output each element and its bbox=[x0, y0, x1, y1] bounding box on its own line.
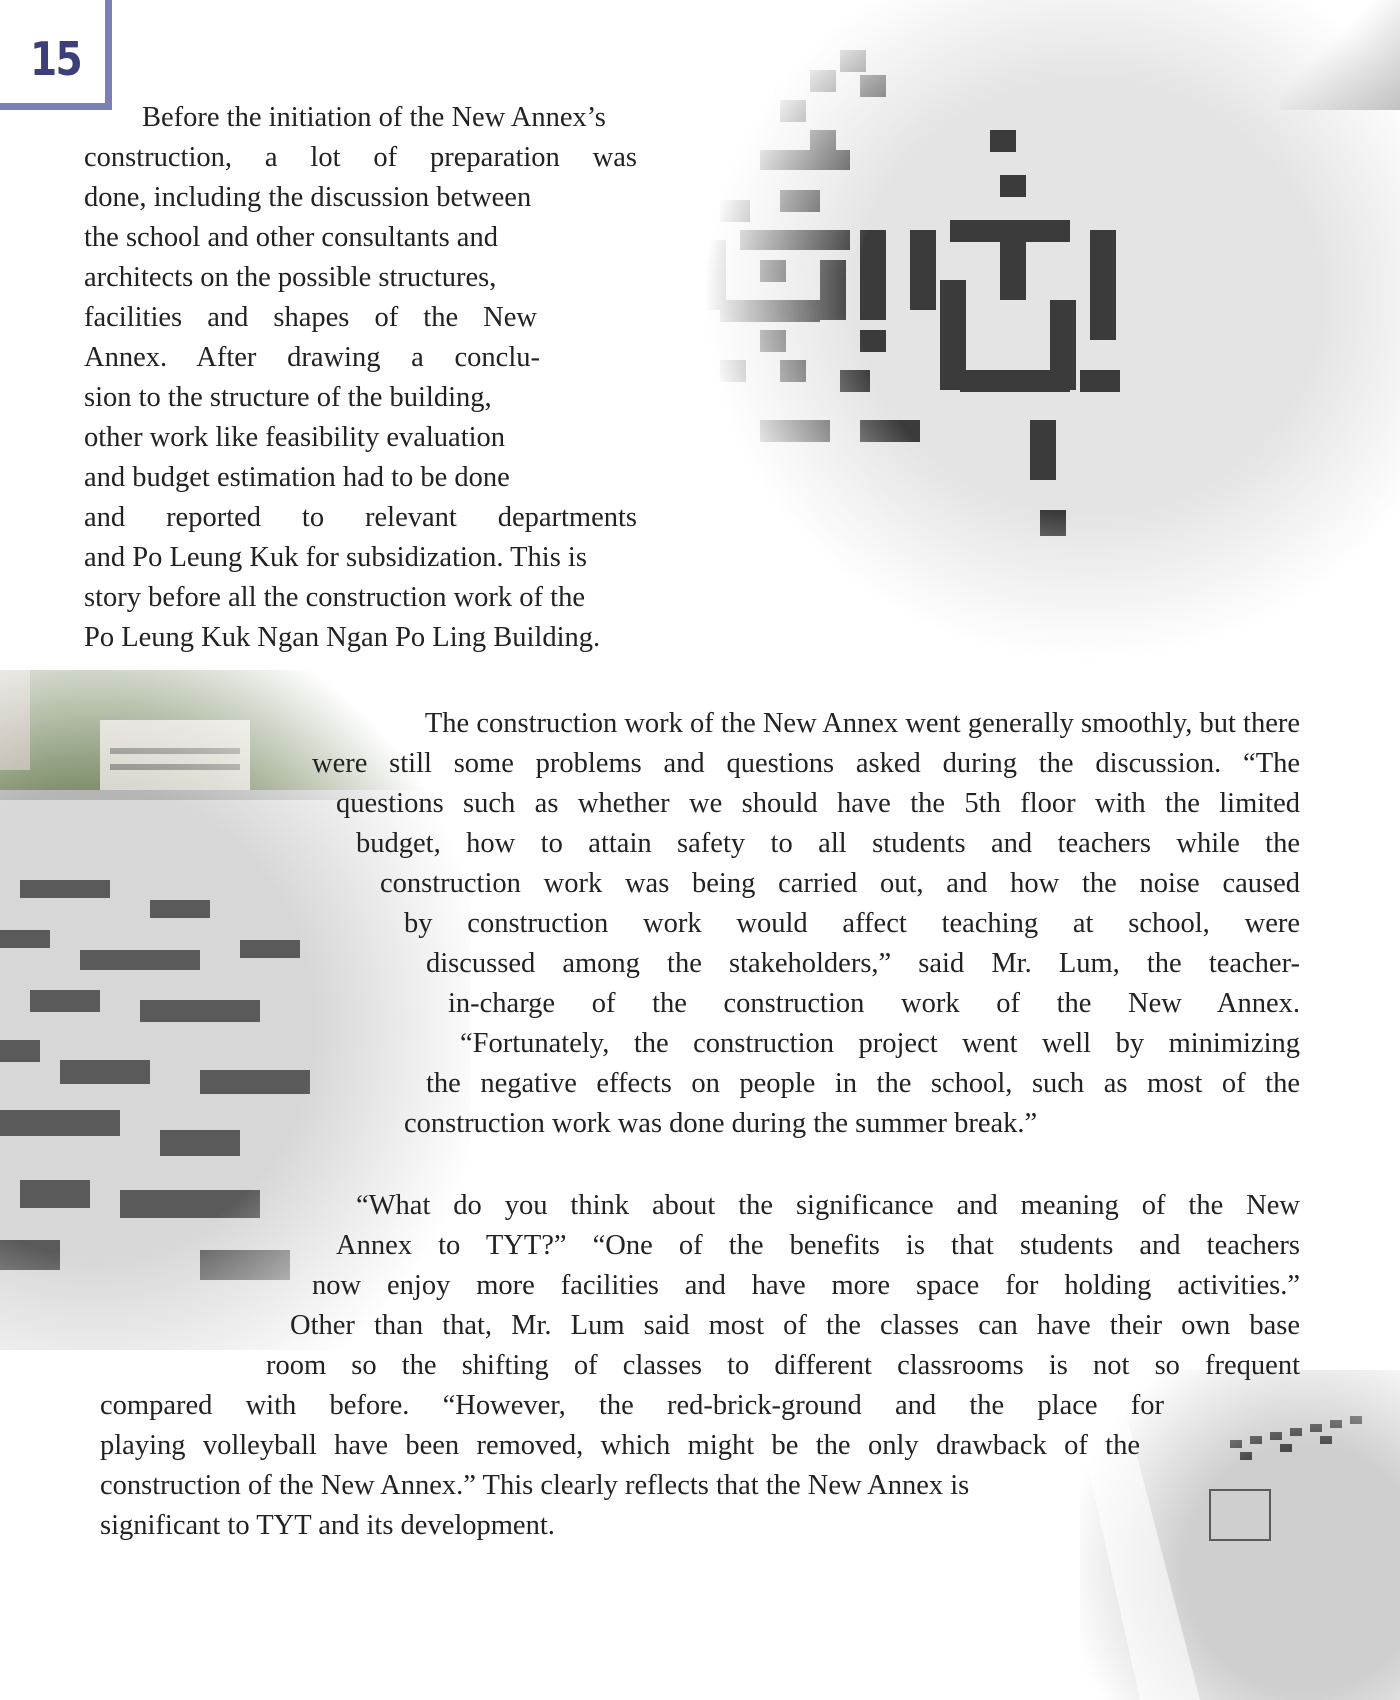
paragraph-1-line: done, including the discussion between bbox=[84, 182, 532, 213]
paragraph-3-line: Other than that, Mr. Lum said most of the classes can have their own base bbox=[290, 1310, 1300, 1341]
paragraph-1-line: other work like feasibility evaluation bbox=[84, 422, 506, 453]
paragraph-3-line: construction of the New Annex.” This clearly reflects that the New Annex is bbox=[100, 1470, 970, 1501]
paragraph-2-line: “Fortunately, the construction project went well by minimizing bbox=[460, 1028, 1300, 1059]
paragraph-3-line: “What do you think about the significance and meaning of the New bbox=[356, 1190, 1300, 1221]
paragraph-2-line: in-charge of the construction work of the New Annex. bbox=[448, 988, 1300, 1019]
paragraph-1-line: Annex. After drawing a conclu- bbox=[84, 342, 540, 373]
paragraph-2-line: construction work was being carried out, and how the noise caused bbox=[380, 868, 1300, 899]
paragraph-2-line: were still some problems and questions asked during the discussion. “The bbox=[312, 748, 1300, 779]
paragraph-1-line: the school and other consultants and bbox=[84, 222, 498, 253]
paragraph-1-line: facilities and shapes of the New bbox=[84, 302, 537, 333]
paragraph-2-line: construction work was done during the summer break.” bbox=[404, 1108, 1038, 1139]
paragraph-2-line: by construction work would affect teaching at school, were bbox=[404, 908, 1300, 939]
paragraph-1-line: Before the initiation of the New Annex’s bbox=[142, 102, 606, 133]
paragraph-3-line: significant to TYT and its development. bbox=[100, 1510, 555, 1541]
paragraph-1-line: Po Leung Kuk Ngan Ngan Po Ling Building. bbox=[84, 622, 601, 653]
page-number-badge bbox=[0, 0, 112, 110]
paragraph-2-line: The construction work of the New Annex went generally smoothly, but there bbox=[424, 708, 1300, 739]
paragraph-1-line: and budget estimation had to be done bbox=[84, 462, 510, 493]
paragraph-2-line: questions such as whether we should have the 5th floor with the limited bbox=[336, 788, 1300, 819]
paragraph-3-line: compared with before. “However, the red-brick-ground and the place for bbox=[100, 1390, 1164, 1421]
paragraph-1 bbox=[84, 98, 637, 658]
paragraph-2-line: budget, how to attain safety to all students and teachers while the bbox=[356, 828, 1300, 859]
paragraph-3-line: room so the shifting of classes to different classrooms is not so frequent bbox=[266, 1350, 1300, 1381]
paragraph-3-line: now enjoy more facilities and have more space for holding activities.” bbox=[312, 1270, 1300, 1301]
paragraph-1-line: and Po Leung Kuk for subsidization. This is bbox=[84, 542, 587, 573]
paragraph-1-line: story before all the construction work of the bbox=[84, 582, 585, 613]
paragraph-1-line: and reported to relevant departments bbox=[84, 502, 637, 533]
paragraph-3-line: Annex to TYT?” “One of the benefits is that students and teachers bbox=[336, 1230, 1300, 1261]
corner-photo-fragment bbox=[1280, 0, 1400, 110]
paragraph-1-line: sion to the structure of the building, bbox=[84, 382, 492, 413]
paragraph-2-line: discussed among the stakeholders,” said Mr. Lum, the teacher- bbox=[426, 948, 1300, 979]
paragraph-1-line: architects on the possible structures, bbox=[84, 262, 497, 293]
paragraph-3-line: playing volleyball have been removed, which might be the only drawback of the bbox=[100, 1430, 1140, 1461]
paragraph-1-line: construction, a lot of preparation was bbox=[84, 142, 637, 173]
paragraph-2-line: the negative effects on people in the school, such as most of the bbox=[426, 1068, 1300, 1099]
page-number: 15 bbox=[30, 32, 82, 86]
